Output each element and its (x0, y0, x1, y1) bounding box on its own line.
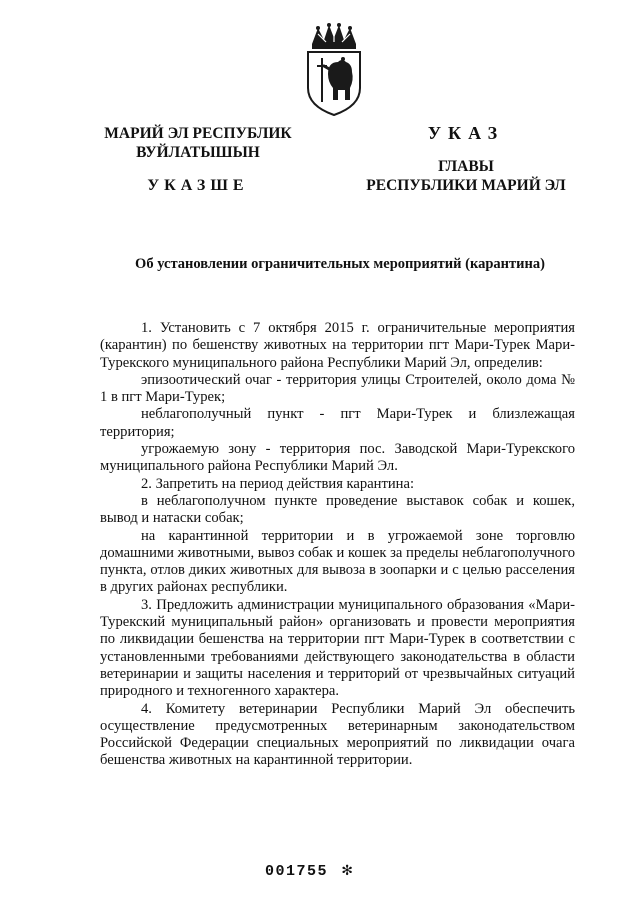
header-right-line3: РЕСПУБЛИКИ МАРИЙ ЭЛ (366, 177, 566, 194)
header-right-line1: УКАЗ (427, 123, 505, 143)
paragraph: 4. Комитету ветеринарии Республики Марий Эл обеспечить осуществление предусмотренных ветеринарным законодательством Российской Федерации специальных мероприятий по ликвидации очага бешенства животных на карантинной территории. (100, 700, 575, 769)
paragraph: эпизоотический очаг - территория улицы Строителей, около дома № 1 в пгт Мари-Турек; (100, 371, 575, 406)
header-left-line2: ВУЙЛАТЫШЫН (136, 144, 260, 161)
document-body (100, 320, 575, 770)
document-number-stamp (265, 860, 385, 881)
header-left (92, 124, 304, 195)
paragraph: угрожаемую зону - территория пос. Заводской Мари-Турекского муниципального района Республики Марий Эл. (100, 441, 575, 475)
header-left-line1: МАРИЙ ЭЛ РЕСПУБЛИК (104, 125, 292, 142)
paragraph: неблагополучный пункт - пгт Мари-Турек и близлежащая территория; (100, 406, 575, 440)
header-left-line3: УКАЗШЕ (147, 177, 249, 194)
paragraph: на карантинной территории и в угрожаемой зоне торговлю домашними животными, вывоз собак и кошек за пределы неблагополучного пункта, отлов диких животных для вывоза в зоопарки и с целью расселения в других районах республики. (100, 527, 575, 596)
paragraph: 2. Запретить на период действия карантина: (141, 475, 415, 492)
header-right-line2: ГЛАВЫ (438, 158, 494, 175)
header-right (360, 124, 572, 195)
paragraph: 1. Установить с 7 октября 2015 г. ограничительные мероприятия (карантин) по бешенству животных на территории пгт Мари-Турек Мари-Турекского муниципального района Республики Марий Эл, определив: (100, 320, 575, 371)
document-subject: Об установлении ограничительных мероприятий (карантина) (135, 256, 545, 272)
document-number: 001755 (265, 863, 329, 880)
star-mark: ✻ (342, 862, 353, 881)
paragraph: 3. Предложить администрации муниципального образования «Мари-Турекский муниципальный район» организовать и провести мероприятия по ликвидации бешенства на территории пгт Мари-Турек в соответствии с установленными требованиями действующего законодательства в области ветеринарии и защиты населения и территорий от чрезвычайных ситуаций природного и техногенного характера. (100, 596, 575, 700)
paragraph: в неблагополучном пункте проведение выставок собак и кошек, вывод и натаски собак; (100, 492, 575, 527)
coat-of-arms-icon (298, 22, 370, 118)
